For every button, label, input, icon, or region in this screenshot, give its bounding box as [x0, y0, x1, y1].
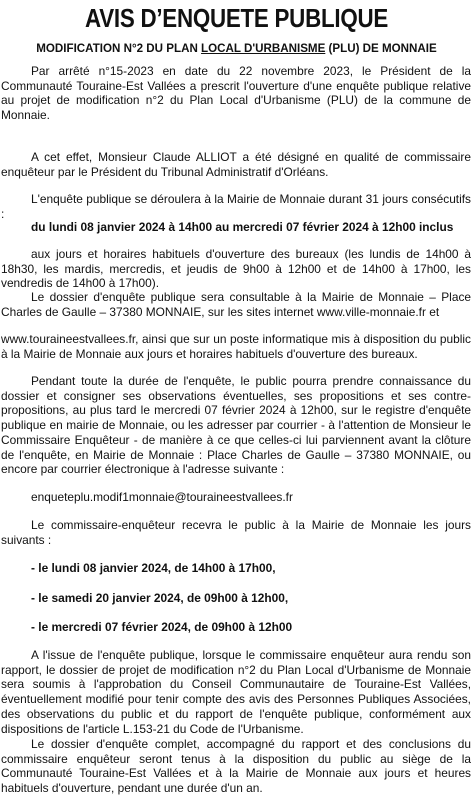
paragraph-observations: Pendant toute la durée de l'enquête, le public pourra prendre connaissance du dossier et consigner ses observations éventuelles, ses propositions et ses contre-propositions, au plus tard le mercredi 07 février 2024 à 12h00, sur le registre d'enquête publique en mairie de Monnaie, ou les adresser par courrier - à l'attention de Monsieur le Commissaire Enquêteur - de manière à ce que celles-ci lui parviennent avant la clôture de l'enquête, en Mairie de Monnaie : Place Charles de Gaulle – 37380 MONNAIE, ou encore par courrier électronique à l'adresse suivante :: [1, 374, 471, 477]
email-address: enqueteplu.modif1monnaie@touraineestvallees.fr: [31, 490, 293, 504]
paragraph-permanences: Le commissaire-enquêteur recevra le public à la Mairie de Monnaie les jours suivants :: [1, 518, 471, 547]
paragraph-horaires: aux jours et horaires habituels d'ouverture des bureaux (les lundis de 14h00 à 18h30, les mardis, mercredis, et jeudis de 9h00 à 12h00 et de 14h00 à 17h00, les vendredis de 14h00 à 17h00).: [1, 247, 471, 291]
permanence-1: - le lundi 08 janvier 2024, de 14h00 à 17h00,: [31, 561, 276, 575]
paragraph-arrete: Par arrêté n°15-2023 en date du 22 novembre 2023, le Président de la Communauté Touraine-Est Vallées a prescrit l'ouverture d'une enquête publique relative au projet de modification n°2 du Plan Local d'Urbanisme (PLU) de la commune de Monnaie.: [1, 64, 471, 123]
paragraph-duree: L'enquête publique se déroulera à la Mairie de Monnaie durant 31 jours consécutifs :: [1, 192, 471, 221]
subtitle-part-1: MODIFICATION N°2 DU PLAN: [36, 42, 202, 55]
subtitle-part-2: (PLU) DE MONNAIE: [325, 42, 437, 55]
subtitle-underlined: LOCAL D'URBANISME: [201, 42, 326, 55]
enquete-dates: du lundi 08 janvier 2024 à 14h00 au mercredi 07 février 2024 à 12h00 inclus: [31, 220, 454, 234]
notice-title: AVIS D’ENQUETE PUBLIQUE: [84, 3, 388, 33]
notice-subtitle: [0, 41, 473, 57]
paragraph-dossier-complet: Le dossier d'enquête complet, accompagné du rapport et des conclusions du commissaire enquêteur seront tenus à la disposition du public au siège de la Communauté Touraine-Est Vallées et à la Mairie de Monnaie aux jours et heures habituels d'ouverture, pendant une durée d'un an.: [1, 737, 471, 796]
paragraph-consultation: Le dossier d'enquête publique sera consultable à la Mairie de Monnaie – Place Charles de Gaulle – 37380 MONNAIE, sur les sites internet www.ville-monnaie.fr et: [1, 290, 471, 319]
paragraph-approbation: A l'issue de l'enquête publique, lorsque le commissaire enquêteur aura rendu son rapport, le dossier de projet de modification n°2 du Plan Local d'Urbanisme de Monnaie sera soumis à l'approbation du Conseil Communautaire de Touraine-Est Vallées, éventuellement modifié pour tenir compte des avis des Personnes Publiques Associées, des observations du public et du rapport de l'enquête publique, conformément aux dispositions de l'article L.153-21 du Code de l'Urbanisme.: [1, 648, 471, 736]
paragraph-commissaire: A cet effet, Monsieur Claude ALLIOT a été désigné en qualité de commissaire enquêteur par le Président du Tribunal Administratif d'Orléans.: [1, 150, 471, 179]
permanence-2: - le samedi 20 janvier 2024, de 09h00 à 12h00,: [31, 591, 289, 605]
permanence-3: - le mercredi 07 février 2024, de 09h00 à 12h00: [31, 620, 293, 634]
paragraph-site-internet: www.touraineestvallees.fr, ainsi que sur un poste informatique mis à disposition du public à la Mairie de Monnaie aux jours et horaires habituels d'ouverture des bureaux.: [1, 332, 471, 361]
